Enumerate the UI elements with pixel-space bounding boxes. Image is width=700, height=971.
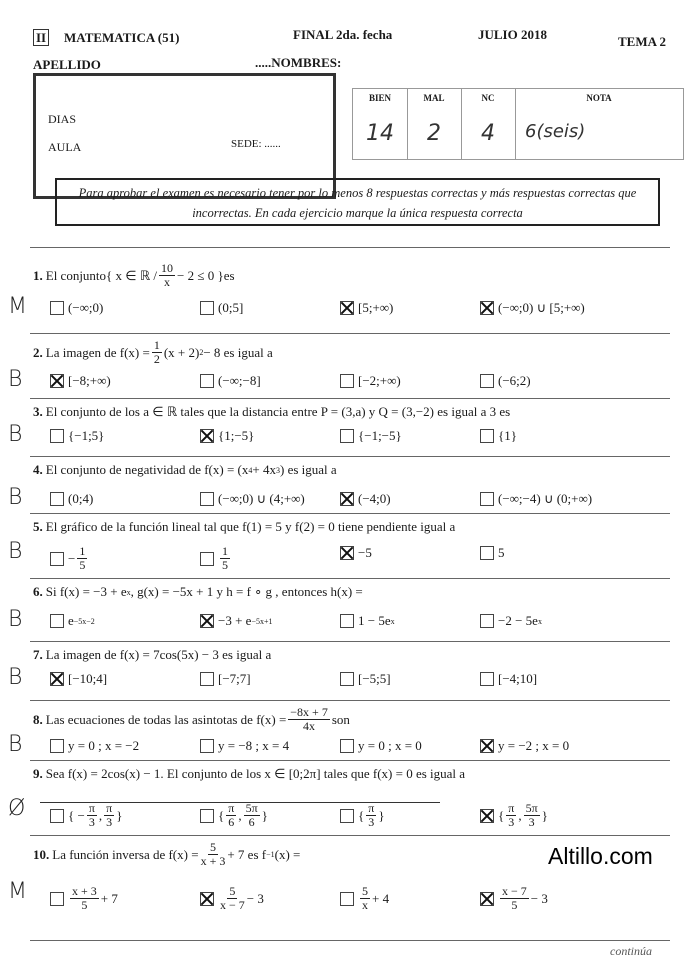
answer-option-d[interactable] xyxy=(480,671,537,687)
question-2 xyxy=(0,333,700,398)
answer-option-b[interactable] xyxy=(200,671,251,687)
handwritten-grade: M xyxy=(8,879,27,904)
math-text: 5 xyxy=(498,545,505,560)
checkbox[interactable] xyxy=(340,374,354,388)
question-prompt xyxy=(33,462,337,478)
checkbox[interactable] xyxy=(50,672,64,686)
checkbox[interactable] xyxy=(50,374,64,388)
question-4 xyxy=(0,456,700,513)
fraction: $\frac{5\pi}{3}$ xyxy=(525,801,538,829)
math-text: y = 0 ; x = −2 xyxy=(68,738,140,753)
answer-option-c[interactable] xyxy=(340,802,385,829)
math-text: , xyxy=(238,807,242,823)
answer-option-d[interactable] xyxy=(480,428,517,444)
checkbox[interactable] xyxy=(50,301,64,315)
answer-option-c[interactable] xyxy=(340,373,401,389)
checkbox[interactable] xyxy=(200,892,214,906)
question-6 xyxy=(0,578,700,641)
fraction: $\frac{5}{x - 7}$ xyxy=(220,884,245,912)
math-text: , xyxy=(518,807,522,823)
superscript: −5x+1 xyxy=(251,616,273,626)
checkbox[interactable] xyxy=(480,892,494,906)
math-text: [−8;+∞) xyxy=(68,373,111,388)
exam-date: JULIO 2018 xyxy=(478,27,547,42)
fraction: $\frac{\pi}{6}$ xyxy=(228,801,235,829)
superscript: x xyxy=(126,587,131,597)
math-text: {1;−5} xyxy=(218,428,255,443)
superscript: x xyxy=(390,616,395,626)
question-prompt xyxy=(33,841,300,868)
question-9 xyxy=(0,760,700,835)
handwritten-grade: B xyxy=(8,732,23,757)
strike-through-line xyxy=(40,802,440,803)
checkbox[interactable] xyxy=(480,492,494,506)
answer-option-b[interactable] xyxy=(200,802,268,829)
checkbox[interactable] xyxy=(340,492,354,506)
checkbox[interactable] xyxy=(50,492,64,506)
math-text: } xyxy=(541,807,548,823)
math-text: 1 − 5e xyxy=(358,613,391,628)
checkbox[interactable] xyxy=(340,546,354,560)
question-number: 1. xyxy=(33,267,43,283)
checkbox[interactable] xyxy=(200,374,214,388)
question-prompt xyxy=(33,404,510,420)
question-number: 7. xyxy=(33,647,43,662)
question-prompt xyxy=(33,647,271,663)
math-text: y = −8 ; x = 4 xyxy=(218,738,290,753)
math-text: } xyxy=(261,807,268,823)
instructions-box: Para aprobar el examen es necesario tener por lo menos 8 respuestas correctas y más respuestas correctas que incorrectas. En cada ejercicio marque la única respuesta correcta xyxy=(55,178,660,226)
math-text: (−∞;0) xyxy=(68,300,104,315)
score-mal xyxy=(407,89,462,159)
math-text: El conjunto de negatividad de f(x) = (x xyxy=(45,462,249,477)
math-text: Sea f(x) = 2cos(x) − 1. El conjunto de los x ∈ [0;2π] tales que f(x) = 0 es igual a xyxy=(45,766,466,781)
question-7 xyxy=(0,641,700,700)
question-number: 2. xyxy=(33,344,43,360)
fraction: $\frac{1}{5}$ xyxy=(222,544,228,572)
question-1 xyxy=(0,250,700,333)
answer-option-d[interactable] xyxy=(480,300,585,316)
math-text: [−10;4] xyxy=(68,671,108,686)
answer-option-b[interactable] xyxy=(200,428,254,444)
answer-option-b[interactable] xyxy=(200,491,305,507)
math-text: (−6;2) xyxy=(498,373,531,388)
score-value: 4 xyxy=(481,121,495,146)
answer-option-a[interactable] xyxy=(50,545,89,572)
answer-option-c[interactable] xyxy=(340,428,402,444)
question-number: 6. xyxy=(33,584,43,599)
fraction: $\frac{1}{5}$ xyxy=(79,544,86,572)
answer-option-b[interactable] xyxy=(200,373,261,389)
math-text: } xyxy=(378,807,385,823)
math-text: + 7 es f xyxy=(227,846,267,862)
question-8 xyxy=(0,700,700,760)
handwritten-grade: Ø xyxy=(8,796,26,821)
superscript: x xyxy=(537,616,542,626)
question-3 xyxy=(0,398,700,456)
math-text: { xyxy=(218,807,225,823)
continue-label: continúa xyxy=(610,944,652,958)
answer-option-d[interactable] xyxy=(480,373,531,389)
answer-option-a[interactable] xyxy=(50,738,139,754)
answer-option-d[interactable] xyxy=(480,885,548,912)
checkbox[interactable] xyxy=(200,552,214,566)
math-text: (x + 2) xyxy=(163,344,200,360)
fraction: $\frac{5}{x}$ xyxy=(362,884,368,912)
watermark: Altillo.com xyxy=(548,843,653,869)
handwritten-grade: B xyxy=(8,422,23,447)
superscript: −1 xyxy=(266,850,275,859)
checkbox[interactable] xyxy=(340,429,354,443)
divider xyxy=(30,247,670,248)
question-prompt xyxy=(33,706,350,733)
math-text: {−1;5} xyxy=(68,428,105,443)
math-text: [−7;7] xyxy=(218,671,251,686)
fraction: $\frac{\pi}{3}$ xyxy=(106,801,113,829)
answer-option-d[interactable] xyxy=(480,545,505,561)
divider xyxy=(30,940,670,941)
question-number: 4. xyxy=(33,462,43,477)
answer-option-d[interactable] xyxy=(480,613,542,629)
fraction: $\frac{10}{x}$ xyxy=(161,261,174,289)
answer-option-a[interactable] xyxy=(50,491,93,507)
score-bien xyxy=(353,89,408,159)
math-text: La imagen de f(x) = xyxy=(45,344,150,360)
apellido-label: APELLIDO xyxy=(33,57,101,72)
answer-option-a[interactable] xyxy=(50,373,111,389)
answer-option-d[interactable] xyxy=(480,738,569,754)
math-text: + 4x xyxy=(252,462,276,477)
answer-option-b[interactable] xyxy=(200,545,232,572)
fraction: $\frac{5}{x + 3}$ xyxy=(200,840,226,868)
score-nota xyxy=(515,89,683,159)
answer-option-b[interactable] xyxy=(200,613,272,629)
dias-label: DIAS xyxy=(48,112,77,126)
checkbox[interactable] xyxy=(480,374,494,388)
answer-option-d[interactable] xyxy=(480,491,592,507)
subject-title: MATEMATICA (51) xyxy=(64,30,180,45)
fraction: $\frac{1}{2}$ xyxy=(153,338,160,366)
math-text: − 3 xyxy=(246,890,264,906)
answer-option-c[interactable] xyxy=(340,491,391,507)
superscript: 3 xyxy=(275,465,280,475)
checkbox[interactable] xyxy=(50,429,64,443)
math-text: (x) = xyxy=(274,846,301,862)
exam-name: FINAL 2da. fecha xyxy=(293,27,393,42)
checkbox[interactable] xyxy=(200,672,214,686)
checkbox[interactable] xyxy=(50,614,64,628)
superscript: 2 xyxy=(199,348,204,357)
question-number: 10. xyxy=(33,846,50,862)
checkbox[interactable] xyxy=(200,429,214,443)
checkbox[interactable] xyxy=(480,672,494,686)
answer-option-c[interactable] xyxy=(340,300,393,316)
answer-option-b[interactable] xyxy=(200,885,264,912)
checkbox[interactable] xyxy=(340,301,354,315)
math-text: (0;5] xyxy=(218,300,244,315)
score-nc xyxy=(461,89,516,159)
checkbox[interactable] xyxy=(200,809,214,823)
math-text: {1} xyxy=(498,428,517,443)
math-text: , xyxy=(98,807,103,823)
math-text: y = −2 ; x = 0 xyxy=(498,738,570,753)
score-value: 14 xyxy=(366,121,394,146)
question-5 xyxy=(0,513,700,578)
checkbox[interactable] xyxy=(480,614,494,628)
superscript: 4 xyxy=(248,465,253,475)
fraction: $\frac{x - 7}{5}$ xyxy=(502,884,527,912)
question-prompt xyxy=(33,584,363,600)
checkbox[interactable] xyxy=(50,739,64,753)
math-text: [−5;5] xyxy=(358,671,391,686)
score-table xyxy=(352,88,684,160)
checkbox[interactable] xyxy=(340,614,354,628)
question-number: 8. xyxy=(33,711,43,727)
math-text: −5 xyxy=(358,545,372,560)
fraction: $\frac{\pi}{3}$ xyxy=(368,801,375,829)
score-header: NC xyxy=(481,93,495,103)
math-text: (−∞;0) ∪ [5;+∞) xyxy=(498,300,585,315)
question-number: 3. xyxy=(33,404,43,419)
handwritten-grade: B xyxy=(8,539,23,564)
checkbox[interactable] xyxy=(50,809,64,823)
math-text: y = 0 ; x = 0 xyxy=(358,738,422,753)
fraction: $\frac{5\pi}{6}$ xyxy=(245,801,258,829)
math-text: { xyxy=(358,807,365,823)
answer-option-a[interactable] xyxy=(50,300,103,316)
score-value: 2 xyxy=(427,121,441,146)
checkbox[interactable] xyxy=(340,892,354,906)
checkbox[interactable] xyxy=(480,429,494,443)
sede-label: SEDE: ...... xyxy=(231,138,281,150)
checkbox[interactable] xyxy=(340,672,354,686)
aula-label: AULA xyxy=(48,140,82,154)
math-text: [−4;10] xyxy=(498,671,538,686)
checkbox[interactable] xyxy=(480,809,494,823)
answer-option-a[interactable] xyxy=(50,613,95,629)
handwritten-grade: B xyxy=(8,367,23,392)
checkbox[interactable] xyxy=(50,892,64,906)
checkbox[interactable] xyxy=(50,552,64,566)
handwritten-grade: B xyxy=(8,665,23,690)
answer-option-c[interactable] xyxy=(340,885,389,912)
checkbox[interactable] xyxy=(480,301,494,315)
question-prompt xyxy=(33,519,455,535)
math-text: − 2 ≤ 0 } xyxy=(177,267,224,283)
answer-option-b[interactable] xyxy=(200,738,289,754)
score-header: NOTA xyxy=(586,93,612,103)
math-text: (−∞;−8] xyxy=(218,373,261,388)
handwritten-grade: B xyxy=(8,485,23,510)
question-number: 5. xyxy=(33,519,43,534)
checkbox[interactable] xyxy=(200,492,214,506)
answer-option-a[interactable] xyxy=(50,671,107,687)
math-text: es xyxy=(223,267,235,283)
math-text: + 4 xyxy=(372,890,390,906)
question-prompt xyxy=(33,339,273,366)
fraction: $\frac{x + 3}{5}$ xyxy=(72,884,97,912)
math-text: { − xyxy=(68,807,85,823)
math-text: e xyxy=(68,613,74,628)
math-text: {−1;−5} xyxy=(358,428,402,443)
math-text: − 8 es igual a xyxy=(203,344,273,360)
answer-option-c[interactable] xyxy=(340,738,422,754)
math-text: [−2;+∞) xyxy=(358,373,401,388)
math-text: Si f(x) = −3 + e xyxy=(45,584,127,599)
math-text: { xyxy=(498,807,505,823)
fraction: $\frac{-8x + 7}{4x}$ xyxy=(290,705,328,733)
answer-option-a[interactable] xyxy=(50,802,122,829)
math-text: El conjunto de los a ∈ ℝ tales que la distancia entre P = (3,a) y Q = (3,−2) es igual a 3 es xyxy=(45,404,511,419)
question-prompt xyxy=(33,766,465,782)
checkbox[interactable] xyxy=(340,809,354,823)
checkbox[interactable] xyxy=(200,739,214,753)
fraction: $\frac{\pi}{3}$ xyxy=(88,801,95,829)
superscript: −5x−2 xyxy=(73,616,95,626)
question-prompt xyxy=(33,262,235,289)
math-text: [5;+∞) xyxy=(358,300,394,315)
checkbox[interactable] xyxy=(340,739,354,753)
math-text: } xyxy=(116,807,123,823)
math-text: { x ∈ ℝ / xyxy=(106,267,158,283)
score-header: MAL xyxy=(423,93,445,103)
nombres-label: .....NOMBRES: xyxy=(255,55,342,70)
score-header: BIEN xyxy=(368,93,391,103)
math-text: + 7 xyxy=(100,890,118,906)
checkbox[interactable] xyxy=(480,546,494,560)
tema-label: TEMA 2 xyxy=(618,34,667,49)
math-text: −3 + e xyxy=(218,613,252,628)
math-text: son xyxy=(331,711,350,727)
math-text: −2 − 5e xyxy=(498,613,538,628)
math-text: La imagen de f(x) = 7cos(5x) − 3 es igual a xyxy=(45,647,272,662)
answer-option-c[interactable] xyxy=(340,613,395,629)
answer-option-b[interactable] xyxy=(200,300,243,316)
code-box: II xyxy=(33,29,49,46)
handwritten-grade: M xyxy=(8,294,27,319)
question-number: 9. xyxy=(33,766,43,781)
answer-option-a[interactable] xyxy=(50,885,118,912)
checkbox[interactable] xyxy=(200,614,214,628)
math-text: El conjunto xyxy=(45,267,107,283)
answer-option-c[interactable] xyxy=(340,671,391,687)
math-text: Las ecuaciones de todas las asintotas de f(x) = xyxy=(45,711,287,727)
math-text: (−∞;−4) ∪ (0;+∞) xyxy=(498,491,593,506)
math-text: El gráfico de la función lineal tal que f(1) = 5 y f(2) = 0 tiene pendiente igual a xyxy=(45,519,456,534)
checkbox[interactable] xyxy=(480,739,494,753)
math-text: (0;4) xyxy=(68,491,94,506)
math-text: ) es igual a xyxy=(279,462,337,477)
handwritten-grade: B xyxy=(8,607,23,632)
math-text: (−4;0) xyxy=(358,491,391,506)
math-text: , g(x) = −5x + 1 y h = f ∘ g , entonces h(x) = xyxy=(130,584,363,599)
checkbox[interactable] xyxy=(200,301,214,315)
score-value: 6(seis) xyxy=(525,121,586,142)
exam-code xyxy=(33,30,49,46)
math-text: − xyxy=(68,550,76,566)
math-text: (−∞;0) ∪ (4;+∞) xyxy=(218,491,305,506)
answer-option-a[interactable] xyxy=(50,428,104,444)
answer-option-d[interactable] xyxy=(480,802,548,829)
math-text: − 3 xyxy=(530,890,548,906)
math-text: La función inversa de f(x) = xyxy=(52,846,199,862)
answer-option-c[interactable] xyxy=(340,545,372,561)
fraction: $\frac{\pi}{3}$ xyxy=(508,801,515,829)
